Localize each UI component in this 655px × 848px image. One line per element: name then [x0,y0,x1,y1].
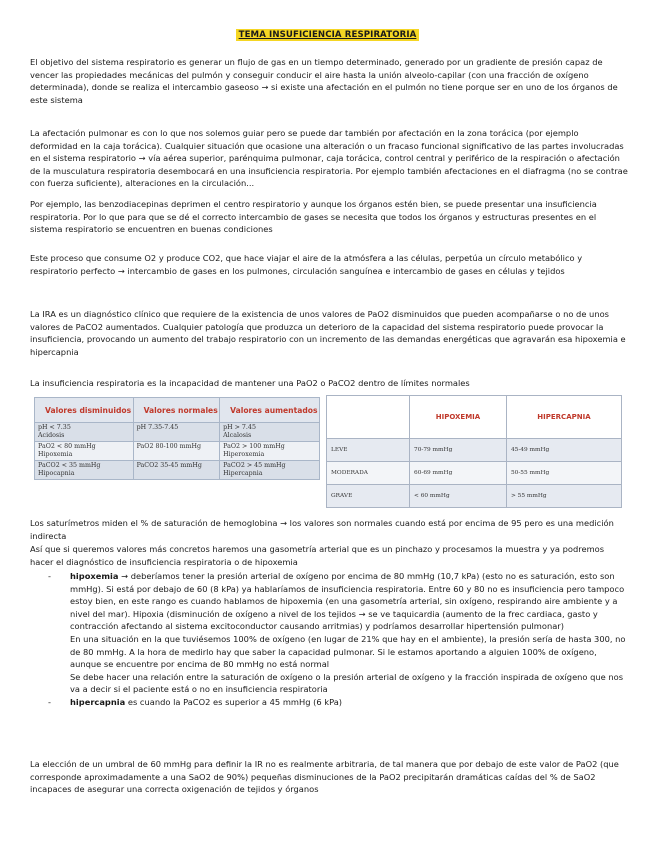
threshold-paragraph: La elección de un umbral de 60 mmHg para definir la IR no es realmente arbitraria, de tal manera que por debajo de este valor de PaO2 (que corresponde aproximadamente a una SaO2 de 90%) pequeñas disminuciones de la PaO2 precipitarán dramáticas caídas del % de SaO2 incapaces de asegurar una correcta oxigenación de tejidos y órganos [30,759,619,795]
cell-pao2-normal: PaO2 80-100 mmHg [133,442,220,461]
page-title: TEMA INSUFICIENCIA RESPIRATORIA [0,30,655,40]
hipercapnia-text: hipercapnia es cuando la PaCO2 es superior a 45 mmHg (6 kPa) [70,696,343,707]
table-row [35,442,320,461]
header-blank [327,396,410,439]
bullet-dash: - [48,571,51,581]
cell-paco2-high: PaCO2 > 45 mmHg Hipercapnia [220,461,320,480]
table-row [327,485,622,508]
cell-pao2-high: PaO2 > 100 mmHg Hiperoxemia [220,442,320,461]
cell-hipercapnia-value: > 55 mmHg [506,485,621,508]
cell-severity: GRAVE [327,485,410,508]
definition-paragraph: La insuficiencia respiratoria es la incapacidad de mantener una PaO2 o PaCO2 dentro de límites normales [30,378,470,388]
saturimeter-paragraph: Los saturímetros miden el % de saturación de hemoglobina → los valores son normales cuando está por encima de 95 pero es una medición indirecta [30,518,614,541]
list-item [30,696,628,709]
ira-paragraph: La IRA es un diagnóstico clínico que requiere de la existencia de unos valores de PaO2 disminuidos que pueden acompañarse o no de unos valores de PaCO2 aumentados. Cualquier patología que produzca un deterioro de la capacidad del sistema respiratorio puede provocar la insuficiencia, provocando un aumento del trabajo respiratorio con un incremento de las demandas energéticas que agravarán esa hipoxemia e hipercapnia [30,309,626,357]
gasometry-paragraph: Así que si queremos valores más concretos haremos una gasometría arterial que es un pinchazo y procesamos la muestra y ya podremos hacer el diagnóstico de insuficiencia respiratoria o de hipoxemia [30,544,605,567]
benzodiazepine-paragraph: Por ejemplo, las benzodiacepinas deprimen el centro respiratorio y aunque los órganos estén bien, se puede presentar una insuficiencia respiratoria. Por lo que para que se dé el correcto intercambio de gases se necesita que todos los órganos y estructuras presentes en el sistema respiratorio se encuentren en buenas condiciones [30,199,597,235]
cell-severity: MODERADA [327,462,410,485]
table-row [35,461,320,480]
hipoxemia-term: hipoxemia [70,571,119,581]
cell-ph-normal: pH 7.35-7.45 [133,423,220,442]
gas-exchange-paragraph: Este proceso que consume O2 y produce CO2, que hace viajar el aire de la atmósfera a las células, perpetúa un círculo metabólico y respiratorio perfecto → intercambio de gases en los pulmones, circulación sanguínea e intercambio de gases en células y tejidos [30,253,583,276]
header-hipercapnia: HIPERCAPNIA [506,396,621,439]
hipoxemia-subparagraph: En una situación en la que tuviésemos 100% de oxígeno (en lugar de 21% que hay en el ambiente), la presión sería de hasta 300, no de 80 mmHg. A la hora de medirlo hay que saber la capacidad pulmonar. Si le estamos aportando a alguien 100% de oxígeno, aunque se encuentre por encima de 80 mmHg no está normal [70,633,626,670]
cell-paco2-normal: PaCO2 35-45 mmHg [133,461,220,480]
table-row [35,423,320,442]
header-increased: Valores aumentados [220,398,320,423]
cell-hipoxemia-value: < 60 mmHg [410,485,507,508]
cell-hipercapnia-value: 50-55 mmHg [506,462,621,485]
cell-severity: LEVE [327,439,410,462]
severity-table [326,395,622,508]
list-item [30,570,628,696]
cell-hipercapnia-value: 45-49 mmHg [506,439,621,462]
hipercapnia-term: hipercapnia [70,696,126,707]
header-normal: Valores normales [133,398,220,423]
bullet-dash: - [48,696,51,707]
cell-ph-low: pH < 7.35 Acidosis [35,423,134,442]
affection-paragraph: La afectación pulmonar es con lo que nos solemos guiar pero se puede dar también por afectación en la zona torácica (por ejemplo deformidad en la caja torácica). Cualquier situación que ocasione una alteración o un fracaso funcional significativo de las partes involucradas en el sistema respiratorio → vía aérea superior, parénquima pulmonar, caja torácica, control central y periférico de la respiración o afectación de la musculatura respiratoria desembocará en una insuficiencia respiratoria. Por ejemplo también afectaciones en el diafragma (no se contrae con fuerza suficiente), alteraciones en la circulación... [30,128,628,189]
header-hipoxemia: HIPOXEMIA [410,396,507,439]
hipoxemia-text: hipoxemia → deberíamos tener la presión arterial de oxígeno por encima de 80 mmHg (10,7 kPa) (esto no es saturación, esto son mmHg). Si está por debajo de 60 (8 kPa) ya hablaríamos de insuficiencia respiratoria. Entre 60 y 80 no es insuficiencia pero tampoco estoy bien, en este rango es cuando hablamos de hipoxemia (en una gasometría arterial, sin oxígeno, respirando aire ambiente y a nivel del mar). Hipoxia (disminución de oxígeno a nivel de los tejidos → se ve taquicardia (aumento de la frec cardiaca, gasto y contracción afectando al sistema excitoconductor causando arritmias) y podríamos desarrollar hipertensión pulmonar) [70,571,625,632]
cell-hipoxemia-value: 70-79 mmHg [410,439,507,462]
cell-ph-high: pH > 7.45 Alcalosis [220,423,320,442]
table-row [327,462,622,485]
cell-paco2-low: PaCO2 < 35 mmHg Hipocapnia [35,461,134,480]
blood-gas-values-table [34,397,320,480]
hipoxemia-subparagraph: Se debe hacer una relación entre la saturación de oxígeno o la presión arterial de oxígeno y la fracción inspirada de oxígeno que nos va a decir si el paciente está o no en insuficiencia respiratoria [70,671,624,695]
header-decreased: Valores disminuidos [35,398,134,423]
intro-paragraph: El objetivo del sistema respiratorio es generar un flujo de gas en un tiempo determinado, generado por un gradiente de presión capaz de vencer las propiedades mecánicas del pulmón y conseguir conducir el aire hasta la unión alveolo-capilar (con una fracción de oxígeno determinada), donde se realiza el intercambio gaseoso → si existe una afectación en el pulmón no tiene porque ser en uno de los órganos de este sistema [30,57,618,105]
bullet-list [30,570,628,709]
cell-hipoxemia-value: 60-69 mmHg [410,462,507,485]
cell-pao2-low: PaO2 < 80 mmHg Hipoxemia [35,442,134,461]
table-row [327,439,622,462]
